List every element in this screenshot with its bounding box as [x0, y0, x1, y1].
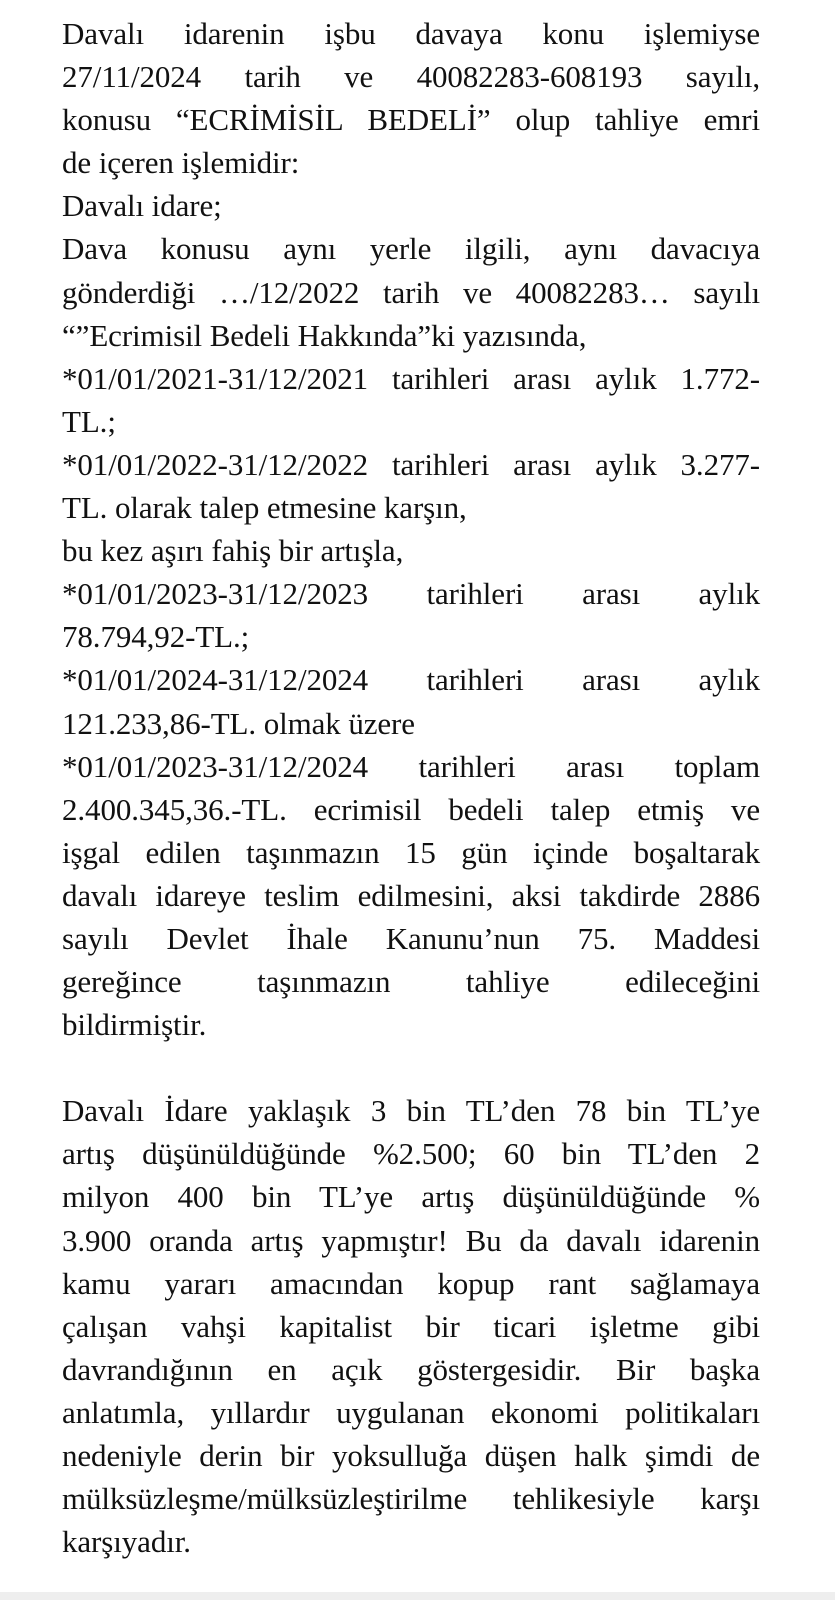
document-line-20: işgal edilen taşınmazın 15 gün içinde boşaltarak [62, 834, 760, 870]
document-line-26: artış düşünüldüğünde %2.500; 60 bin TL’den 2 [62, 1136, 760, 1172]
document-line-12: TL. olarak talep etmesine karşın, [62, 490, 467, 526]
bottom-edge-strip [0, 1592, 835, 1600]
document-line-14: *01/01/2023-31/12/2023 tarihleri arası aylık [62, 576, 760, 612]
document-line-8: “”Ecrimisil Bedeli Hakkında”ki yazısında, [62, 317, 587, 353]
document-line-6: Dava konusu aynı yerle ilgili, aynı davacıya [62, 231, 760, 267]
document-line-34: mülksüzleşme/mülksüzleştirilme tehlikesiyle karşı [62, 1481, 760, 1517]
document-line-31: davrandığının en açık göstergesidir. Bir başka [62, 1351, 760, 1387]
document-line-35: karşıyadır. [62, 1524, 191, 1560]
document-line-24: bildirmiştir. [62, 1007, 207, 1043]
document-line-28: 3.900 oranda artış yapmıştır! Bu da davalı idarenin [62, 1222, 760, 1258]
document-line-2: 27/11/2024 tarih ve 40082283-608193 sayılı, [62, 59, 760, 95]
document-line-13: bu kez aşırı fahiş bir artışla, [62, 533, 404, 569]
document-line-21: davalı idareye teslim edilmesini, aksi takdirde 2886 [62, 877, 760, 913]
document-line-19: 2.400.345,36.-TL. ecrimisil bedeli talep etmiş ve [62, 791, 760, 827]
paragraph-increase-commentary [62, 1089, 760, 1563]
document-line-10: TL.; [62, 403, 116, 439]
document-line-25: Davalı İdare yaklaşık 3 bin TL’den 78 bin TL’ye [62, 1093, 760, 1129]
document-line-33: nedeniyle derin bir yoksulluğa düşen halk şimdi de [62, 1438, 760, 1473]
document-line-15: 78.794,92-TL.; [62, 619, 250, 655]
document-line-27: milyon 400 bin TL’ye artış düşünüldüğünde % [62, 1179, 760, 1215]
document-line-3: konusu “ECRİMİSİL BEDELİ” olup tahliye emri [62, 102, 760, 138]
document-line-5: Davalı idare; [62, 188, 222, 224]
document-line-9: *01/01/2021-31/12/2021 tarihleri arası aylık 1.772- [62, 360, 760, 396]
paragraph-ecrimisil-claim [62, 12, 760, 1046]
document-line-17: 121.233,86-TL. olmak üzere [62, 705, 415, 741]
document-line-30: çalışan vahşi kapitalist bir ticari işletme gibi [62, 1308, 760, 1344]
document-line-4: de içeren işlemidir: [62, 145, 300, 181]
document-line-22: sayılı Devlet İhale Kanunu’nun 75. Maddesi [62, 920, 760, 956]
document-line-18: *01/01/2023-31/12/2024 tarihleri arası toplam [62, 748, 760, 784]
document-line-1: Davalı idarenin işbu davaya konu işlemiyse [62, 16, 760, 51]
document-line-32: anlatımla, yıllardır uygulanan ekonomi politikaları [62, 1394, 760, 1430]
document-line-23: gereğince taşınmazın tahliye edileceğini [62, 964, 760, 1000]
document-line-7: gönderdiği …/12/2022 tarih ve 40082283… sayılı [62, 274, 760, 310]
document-line-11: *01/01/2022-31/12/2022 tarihleri arası aylık 3.277- [62, 446, 760, 482]
document-line-16: *01/01/2024-31/12/2024 tarihleri arası aylık [62, 662, 760, 698]
paragraph-gap [62, 1046, 760, 1089]
document-line-29: kamu yararı amacından kopup rant sağlamaya [62, 1265, 760, 1301]
